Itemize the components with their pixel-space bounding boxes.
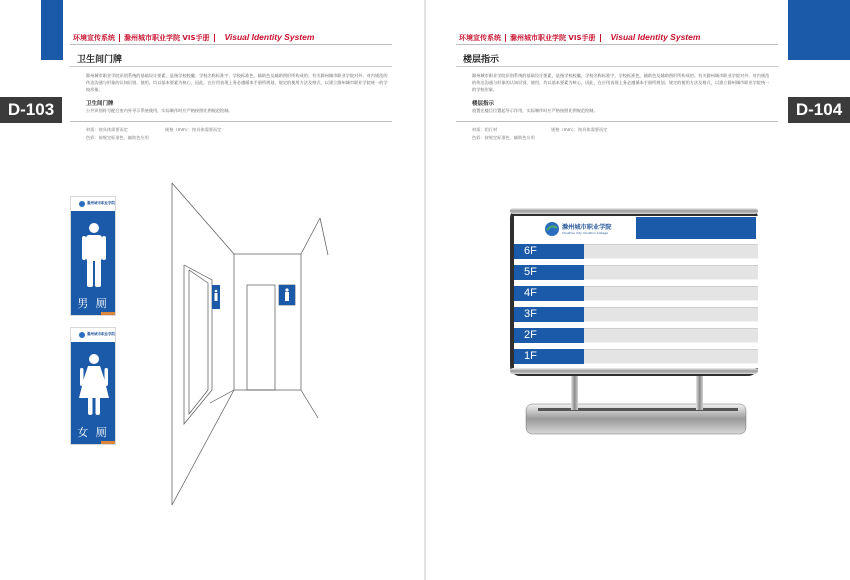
- floor-label-5f: 5F: [514, 265, 584, 280]
- right-page: [426, 0, 850, 580]
- page-title: 楼层指示: [463, 55, 500, 65]
- floor-bar-1f: [584, 349, 758, 364]
- floor-bar-2f: [584, 328, 758, 343]
- spec-material: 材质：按具体需要而定: [86, 127, 128, 132]
- body-text: 滁州城市职业学院识别系统的基础设计要素，是指学校校徽、学校名称标准字、学校标准色、辅助色及辅助图形所构成的。有关滁州城市职业学院对外、对内规范的传达沟通与形象的认知识别、使用，均以基本要素为核心，因此，在应用表现上务必遵循本手册所规划，规定的使用方法及格式，以建立滁州城市职业学院统一的学校形象。: [86, 73, 388, 92]
- spec-color: 色彩：按规定标准色、辅助色应用: [472, 135, 535, 140]
- floor-bar-6f: [584, 244, 758, 259]
- floor-label-2f: 2F: [514, 328, 584, 343]
- board-header-blue: [636, 217, 756, 239]
- sign-logo-text: 滁州城市职业学院: [87, 332, 115, 336]
- floor-label-6f: 6F: [514, 244, 584, 259]
- page-code-tab: D-103: [0, 97, 62, 123]
- header-line: 环境宣传系统 滁州城市职业学院 VIS手册 Visual Identity System: [73, 32, 315, 42]
- floor-label-1f: 1F: [514, 349, 584, 364]
- male-sign-label: 男 厕: [77, 297, 109, 310]
- corridor-perspective-drawing: [0, 0, 424, 580]
- board-logo-subtext: Chuzhou City Vocation College: [562, 231, 608, 235]
- floor-bar-4f: [584, 286, 758, 301]
- sub-text: 放置在楼目位置起导示作用，实际制作时应严格按照比例规范绘制。: [472, 108, 598, 113]
- page-code-tab: D-104: [788, 97, 850, 123]
- board-logo-text: 滁州城市职业学院: [562, 224, 612, 231]
- college-logo-icon: [544, 221, 560, 237]
- sub-title: 卫生间门牌: [86, 101, 114, 107]
- body-text: 滁州城市职业学院识别系统的基础设计要素，是指学校校徽，学校名称标准字，学校标准色，辅助色及辅助图形所构成的。有关滁州城市职业学院对外、对内规范的传达沟通与形象的认知识别、使用，均以基本要素为核心，因此，在应用表现上务必遵循本手册所规划，规定的使用方法及格式，以建立滁州城市职业学院统一的学校形象。: [472, 73, 770, 92]
- floor-bar-3f: [584, 307, 758, 322]
- sign-logo-text: 滁州城市职业学院: [87, 201, 115, 205]
- floor-label-3f: 3F: [514, 307, 584, 322]
- header-line: 环境宣传系统 滁州城市职业学院 VIS手册 Visual Identity System: [459, 32, 701, 42]
- sub-text: 公共识别符号配合室内外导示系统使用，实际制作时应严格按照比例规范绘制。: [86, 108, 233, 113]
- spec-size: 规格（mm）：按具体需要而定: [551, 127, 608, 132]
- spec-material: 材质：铝行材: [472, 127, 498, 132]
- sub-title: 楼层指示: [472, 101, 495, 107]
- left-page: [0, 0, 424, 580]
- floor-bar-5f: [584, 265, 758, 280]
- female-sign-label: 女 厕: [77, 426, 109, 439]
- spec-color: 色彩：按规定标准色、辅助色应用: [86, 135, 149, 140]
- spec-size: 规格（mm）：按具体需要而定: [165, 127, 222, 132]
- floor-label-4f: 4F: [514, 286, 584, 301]
- page-title: 卫生间门牌: [77, 55, 123, 65]
